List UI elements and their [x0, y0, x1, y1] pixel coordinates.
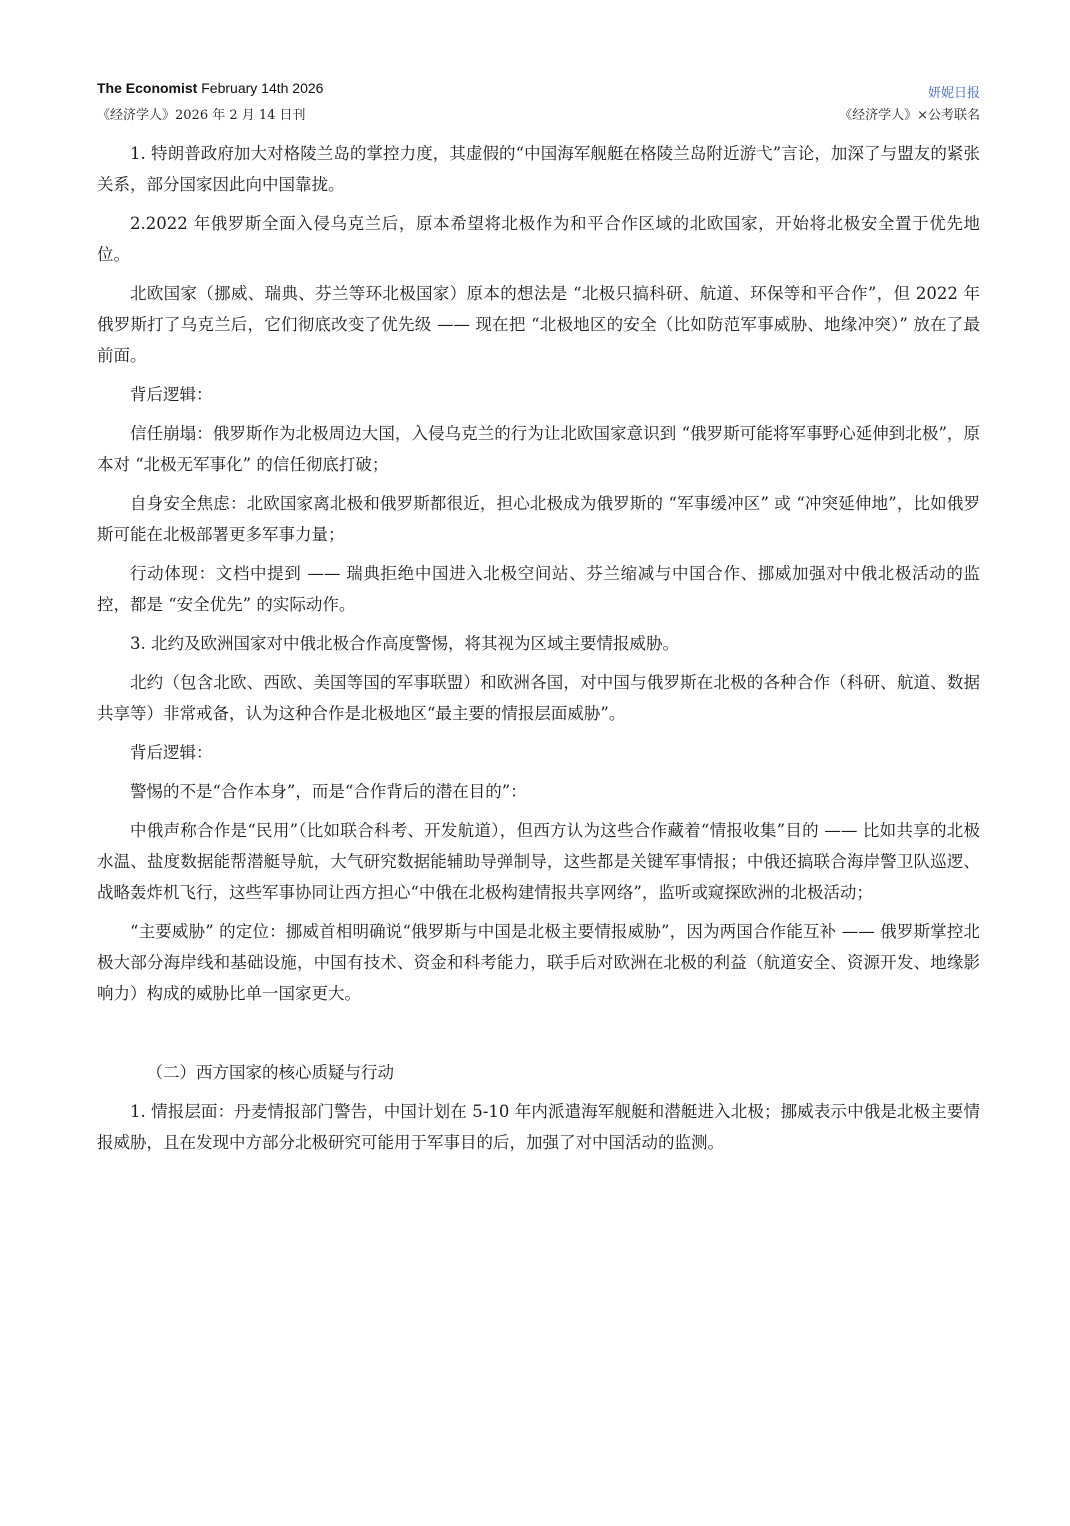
paragraph: 2.2022 年俄罗斯全面入侵乌克兰后，原本希望将北极作为和平合作区域的北欧国家，开始将北极安全置于优先地位。: [97, 214, 980, 264]
section-heading: （二）西方国家的核心质疑与行动: [146, 1063, 394, 1082]
paragraph: 行动体现：文档中提到 —— 瑞典拒绝中国进入北极空间站、芬兰缩减与中国合作、挪威加强对中俄北极活动的监控，都是 “安全优先” 的实际动作。: [97, 564, 980, 614]
paragraph: 信任崩塌：俄罗斯作为北极周边大国，入侵乌克兰的行为让北欧国家意识到 “俄罗斯可能将军事野心延伸到北极”，原本对 “北极无军事化” 的信任彻底打破；: [97, 424, 980, 474]
source-label: 妍妮日报: [927, 86, 980, 101]
paragraph: 3. 北约及欧洲国家对中俄北极合作高度警惕，将其视为区域主要情报威胁。: [130, 634, 679, 653]
paragraph: 背后逻辑：: [130, 743, 213, 762]
publication-date: February 14th 2026: [201, 80, 324, 96]
page-header: [97, 80, 980, 124]
publication-line: [97, 80, 323, 96]
paragraph: “主要威胁” 的定位：挪威首相明确说“俄罗斯与中国是北极主要情报威胁”，因为两国合作能互补 —— 俄罗斯掌控北极大部分海岸线和基础设施，中国有技术、资金和科考能力，联手后对欧洲在北极的利益（航道安全、资源开发、地缘影响力）构成的威胁比单一国家更大。: [97, 922, 980, 1003]
publication-brand: The Economist: [97, 80, 198, 96]
paragraph: 警惕的不是“合作本身”，而是“合作背后的潜在目的”：: [130, 782, 527, 801]
paragraph: 背后逻辑：: [130, 385, 213, 404]
paragraph: 1. 情报层面：丹麦情报部门警告，中国计划在 5-10 年内派遣海军舰艇和潜艇进入北极；挪威表示中俄是北极主要情报威胁，且在发现中方部分北极研究可能用于军事目的后，加强了对中国活动的监测。: [97, 1102, 980, 1152]
issue-line: 《经济学人》2026 年 2 月 14 日刊: [97, 108, 306, 123]
paragraph: 北约（包含北欧、西欧、美国等国的军事联盟）和欧洲各国，对中国与俄罗斯在北极的各种合作（科研、航道、数据共享等）非常戒备，认为这种合作是北极地区“最主要的情报层面威胁”。: [97, 673, 980, 723]
paragraph: 中俄声称合作是“民用”（比如联合科考、开发航道），但西方认为这些合作藏着“情报收集”目的 —— 比如共享的北极水温、盐度数据能帮潜艇导航，大气研究数据能辅助导弹制导，这些都是关键军事情报；中俄还搞联合海岸警卫队巡逻、战略轰炸机飞行，这些军事协同让西方担心“中俄在北极构建情报共享网络”，监听或窥探欧洲的北极活动；: [97, 821, 980, 902]
paragraph: 1. 特朗普政府加大对格陵兰岛的掌控力度，其虚假的“中国海军舰艇在格陵兰岛附近游弋”言论，加深了与盟友的紧张关系，部分国家因此向中国靠拢。: [97, 144, 980, 194]
paragraph: 北欧国家（挪威、瑞典、芬兰等环北极国家）原本的想法是 “北极只搞科研、航道、环保等和平合作”，但 2022 年俄罗斯打了乌克兰后，它们彻底改变了优先级 —— 现在把 “北极地区的安全（比如防范军事威胁、地缘冲突）” 放在了最前面。: [97, 284, 980, 365]
document-body: [97, 138, 980, 1166]
collab-label: 《经济学人》×公考联名: [839, 108, 980, 123]
paragraph: 自身安全焦虑：北欧国家离北极和俄罗斯都很近，担心北极成为俄罗斯的 “军事缓冲区” 或 “冲突延伸地”，比如俄罗斯可能在北极部署更多军事力量；: [97, 494, 980, 544]
